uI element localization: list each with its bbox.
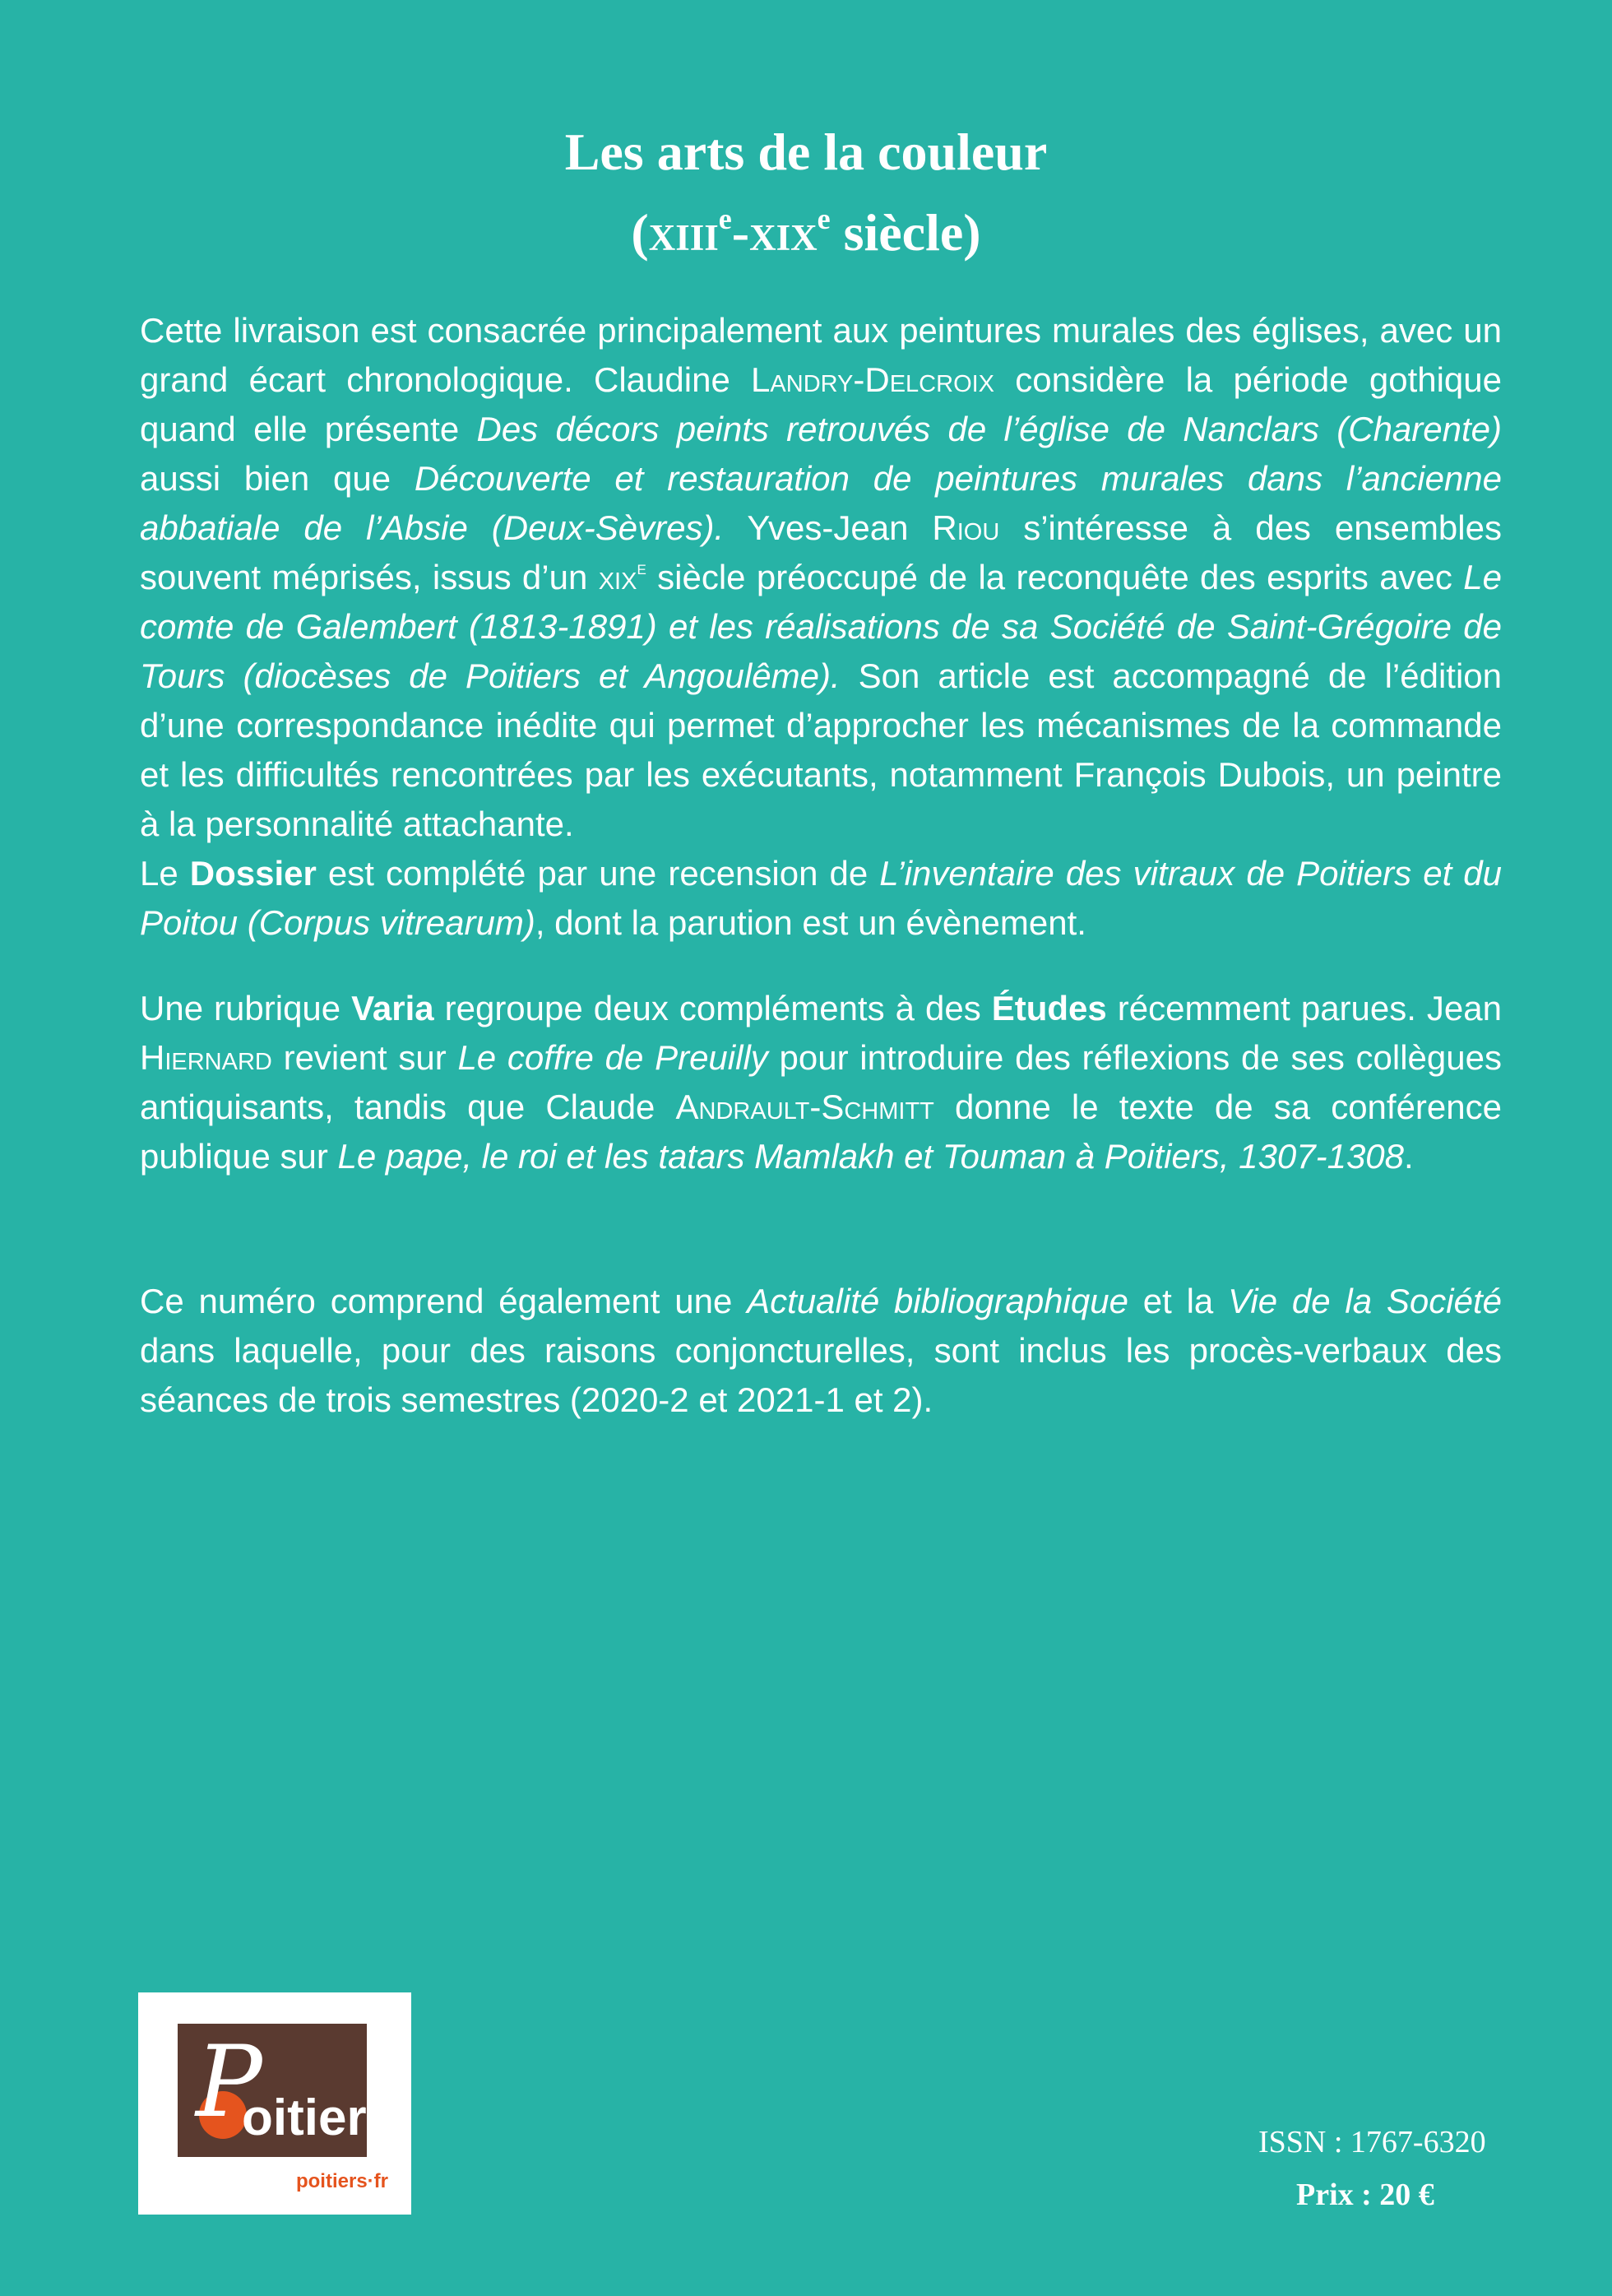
logo-url: poitiers·fr [295, 2170, 388, 2192]
logo-wordmark: oitiers [242, 2090, 396, 2146]
book-subtitle-period: (xiii$^e$-xix$^e$ siècle) [631, 202, 981, 262]
poitiers-logo [138, 1992, 411, 2215]
paragraph-dossier: Cette livraison est consacrée principalement aux peintures murales des églises, avec un grand écart chronologique. Claudine Landry-Delcroix considère la période gothique quand elle présente Des décors peints retrouvés de l’église de Nanclars (Charente) aussi bien que Découverte et restauration de peintures murales dans l’ancienne abbatiale de l’Absie (Deux-Sèvres). Yves-Jean Riou s’intéresse à des ensembles souvent méprisés, issus d’un xix$^e$ siècle préoccupé de la reconquête des esprits avec Le comte de Galembert (1813-1891) et les réalisations de sa Société de Saint-Grégoire de Tours (diocèses de Poitiers et Angoulême). Son article est accompagné de l’édition d’une correspondance inédite qui permet d’approcher les mécanismes de la commande et les difficultés rencontrées par les exécutants, notamment François Dubois, un peintre à la personnalité attachante. Le Dossier est complété par une recension de L’inventaire des vitraux de Poitiers et du Poitou (Corpus vitrearum), dont la parution est un évènement. [140, 306, 1502, 948]
paragraph-varia: Une rubrique Varia regroupe deux compléments à des Études récemment parues. Jean Hiernard revient sur Le coffre de Preuilly pour introduire des réflexions de ses collègues antiquisants, tandis que Claude Andrault-Schmitt donne le texte de sa conférence publique sur Le pape, le roi et les tatars Mamlakh et Touman à Poitiers, 1307-1308. [140, 989, 1503, 1176]
price: Prix : 20 € [1296, 2178, 1434, 2212]
logo-brown-box [178, 2024, 396, 2157]
paragraph-dossier-complement: Le Dossier est complété par une recension de L’inventaire des vitraux de Poitiers et du Poitou (Corpus vitrearum), dont la parution est un évènement. [140, 854, 1503, 942]
issn: ISSN : 1767-6320 [1258, 2125, 1486, 2159]
logo-letter: P [196, 2025, 262, 2140]
book-title: Les arts de la couleur [564, 123, 1048, 181]
paragraph-contents: Ce numéro comprend également une Actualité bibliographique et la Vie de la Société dans laquelle, pour des raisons conjoncturelles, sont inclus les procès-verbaux des séances de trois semestres (2020-2 et 2021-1 et 2). [140, 1282, 1502, 1419]
